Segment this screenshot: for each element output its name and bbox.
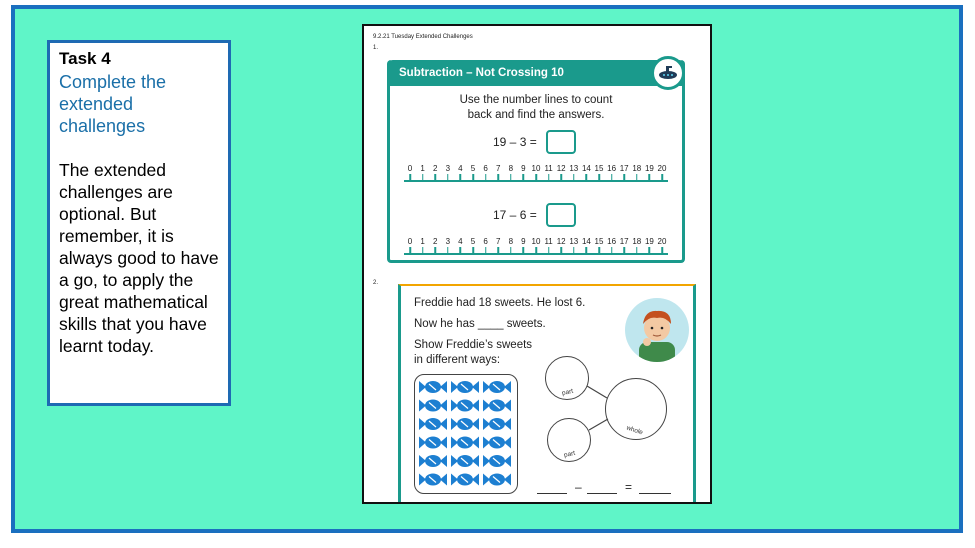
tick-mark xyxy=(598,247,600,253)
tick-mark xyxy=(560,247,562,253)
tick-label-18: 18 xyxy=(632,164,642,173)
tick-label-20: 20 xyxy=(657,164,667,173)
tick-mark xyxy=(573,174,575,180)
tick-mark xyxy=(447,174,449,180)
sweet-icon xyxy=(451,474,479,486)
tick-label-16: 16 xyxy=(607,237,617,246)
sweet-icon xyxy=(419,474,447,486)
tick-label-8: 8 xyxy=(508,164,514,173)
sweet-icon xyxy=(483,381,511,393)
question-2-card xyxy=(398,284,696,502)
tick-mark xyxy=(434,174,436,180)
question-1-instruction-1: Use the number lines to count xyxy=(459,94,613,106)
equals-sign: = xyxy=(625,480,633,494)
tick-label-10: 10 xyxy=(531,164,541,173)
tick-label-13: 13 xyxy=(569,164,579,173)
sweet-icon xyxy=(483,474,511,486)
tick-mark xyxy=(661,247,663,253)
tick-mark xyxy=(497,174,499,180)
tick-label-1: 1 xyxy=(420,237,425,246)
sweet-icon xyxy=(419,455,447,467)
tick-label-11: 11 xyxy=(544,237,553,246)
sweet-icon xyxy=(451,381,479,393)
tick-mark xyxy=(636,247,638,253)
tick-mark xyxy=(649,174,651,180)
tick-mark xyxy=(422,247,424,253)
tick-mark xyxy=(586,174,588,180)
tick-label-3: 3 xyxy=(445,237,451,246)
tick-label-15: 15 xyxy=(594,164,604,173)
tick-label-10: 10 xyxy=(531,237,541,246)
sweet-icon xyxy=(483,437,511,449)
tick-mark xyxy=(623,174,625,180)
tick-mark xyxy=(510,174,512,180)
tick-label-7: 7 xyxy=(495,237,501,246)
freddie-illustration xyxy=(625,298,689,362)
tick-mark xyxy=(598,174,600,180)
blank-1 xyxy=(537,493,567,494)
tick-label-13: 13 xyxy=(569,237,579,246)
tick-mark xyxy=(485,247,487,253)
number-line-1 xyxy=(404,164,668,182)
tick-mark xyxy=(472,247,474,253)
tick-label-9: 9 xyxy=(521,237,526,246)
equation-2: 17 – 6 = xyxy=(493,208,537,222)
tick-label-0: 0 xyxy=(407,164,413,173)
question-1-card xyxy=(387,60,685,263)
tick-mark xyxy=(535,174,537,180)
tick-label-17: 17 xyxy=(619,237,629,246)
tick-mark xyxy=(649,247,651,253)
equation-1: 19 – 3 = xyxy=(493,135,537,149)
part-circle-top xyxy=(545,356,589,400)
tick-label-8: 8 xyxy=(508,237,514,246)
tick-mark xyxy=(510,247,512,253)
tick-label-5: 5 xyxy=(470,237,476,246)
sweet-icon xyxy=(451,455,479,467)
tick-mark xyxy=(548,174,550,180)
minus-sign: – xyxy=(575,480,582,494)
part-circle-bottom xyxy=(547,418,591,462)
tick-label-19: 19 xyxy=(644,237,654,246)
whole-circle xyxy=(605,378,667,440)
number-line-2-ticks xyxy=(404,247,668,255)
whole-label: whole xyxy=(625,424,644,437)
tick-label-4: 4 xyxy=(458,164,463,173)
sweets-grid xyxy=(415,375,516,492)
tick-label-18: 18 xyxy=(632,237,642,246)
sweet-icon xyxy=(451,418,479,430)
tick-mark xyxy=(460,174,462,180)
tick-label-2: 2 xyxy=(432,237,438,246)
part-label-bottom: part xyxy=(563,449,576,460)
question-2-line-1: Freddie had 18 sweets. He lost 6. xyxy=(414,297,586,309)
tick-label-1: 1 xyxy=(420,164,425,173)
tick-label-19: 19 xyxy=(644,164,654,173)
task-title: Task 4 xyxy=(59,49,111,68)
tick-label-3: 3 xyxy=(445,164,451,173)
tick-label-9: 9 xyxy=(521,164,526,173)
tick-label-5: 5 xyxy=(470,164,476,173)
tick-label-16: 16 xyxy=(607,164,617,173)
question-1-header xyxy=(387,60,685,86)
tick-mark xyxy=(422,174,424,180)
tick-mark xyxy=(523,247,525,253)
submarine-icon xyxy=(651,56,685,90)
task-panel xyxy=(47,40,231,406)
tick-mark xyxy=(472,174,474,180)
task-description: The extended challenges are optional. But remember, it is always good to have a go, to apply the great mathematical skills that you have learnt today. xyxy=(59,160,219,356)
question-1-instruction-2: back and find the answers. xyxy=(467,109,605,121)
tick-mark xyxy=(573,247,575,253)
tick-mark xyxy=(611,174,613,180)
tick-label-4: 4 xyxy=(458,237,463,246)
tick-mark xyxy=(409,247,411,253)
answer-box-1 xyxy=(546,130,576,154)
tick-label-12: 12 xyxy=(556,164,566,173)
question-2-line-2: Now he has ____ sweets. xyxy=(414,318,546,330)
tick-label-20: 20 xyxy=(657,237,667,246)
tick-mark xyxy=(434,247,436,253)
sweet-icon xyxy=(483,400,511,412)
question-1-number: 1. xyxy=(373,45,379,51)
blank-3 xyxy=(639,493,671,494)
tick-label-2: 2 xyxy=(432,164,438,173)
answer-box-2 xyxy=(546,203,576,227)
sweets-box xyxy=(414,374,518,494)
tick-mark xyxy=(485,174,487,180)
tick-label-14: 14 xyxy=(581,237,591,246)
blank-2 xyxy=(587,493,617,494)
sweet-icon xyxy=(419,381,447,393)
tick-mark xyxy=(586,247,588,253)
question-2-line-3: Show Freddie’s sweets xyxy=(414,339,533,351)
number-line-1-ticks xyxy=(404,174,668,182)
tick-label-0: 0 xyxy=(407,237,413,246)
tick-mark xyxy=(497,247,499,253)
worksheet-header: 9.2.21 Tuesday Extended Challenges xyxy=(373,34,473,40)
tick-label-6: 6 xyxy=(483,164,488,173)
sweet-icon xyxy=(419,400,447,412)
tick-mark xyxy=(548,247,550,253)
sweet-icon xyxy=(419,437,447,449)
tick-mark xyxy=(460,247,462,253)
tick-label-17: 17 xyxy=(619,164,629,173)
tick-label-7: 7 xyxy=(495,164,501,173)
tick-mark xyxy=(623,247,625,253)
sweet-icon xyxy=(483,455,511,467)
sweet-icon xyxy=(451,437,479,449)
question-1-title: Subtraction – Not Crossing 10 xyxy=(399,67,564,79)
sweet-icon xyxy=(419,418,447,430)
sweet-icon xyxy=(451,400,479,412)
number-line-1-labels xyxy=(404,164,668,174)
worksheet-image xyxy=(362,24,712,504)
tick-mark xyxy=(523,174,525,180)
question-2-line-4: in different ways: xyxy=(414,354,501,366)
number-line-2 xyxy=(404,237,668,255)
sweet-icon xyxy=(483,418,511,430)
number-line-2-labels xyxy=(404,237,668,247)
tick-mark xyxy=(636,174,638,180)
tick-label-6: 6 xyxy=(483,237,488,246)
tick-mark xyxy=(409,174,411,180)
tick-label-14: 14 xyxy=(581,164,591,173)
tick-mark xyxy=(447,247,449,253)
part-label-top: part xyxy=(561,387,574,398)
tick-mark xyxy=(535,247,537,253)
tick-mark xyxy=(611,247,613,253)
tick-label-15: 15 xyxy=(594,237,604,246)
tick-mark xyxy=(661,174,663,180)
tick-mark xyxy=(560,174,562,180)
task-subtitle: Complete the extended challenges xyxy=(59,72,167,136)
question-2-number: 2. xyxy=(373,280,379,286)
tick-label-11: 11 xyxy=(544,164,553,173)
tick-label-12: 12 xyxy=(556,237,566,246)
